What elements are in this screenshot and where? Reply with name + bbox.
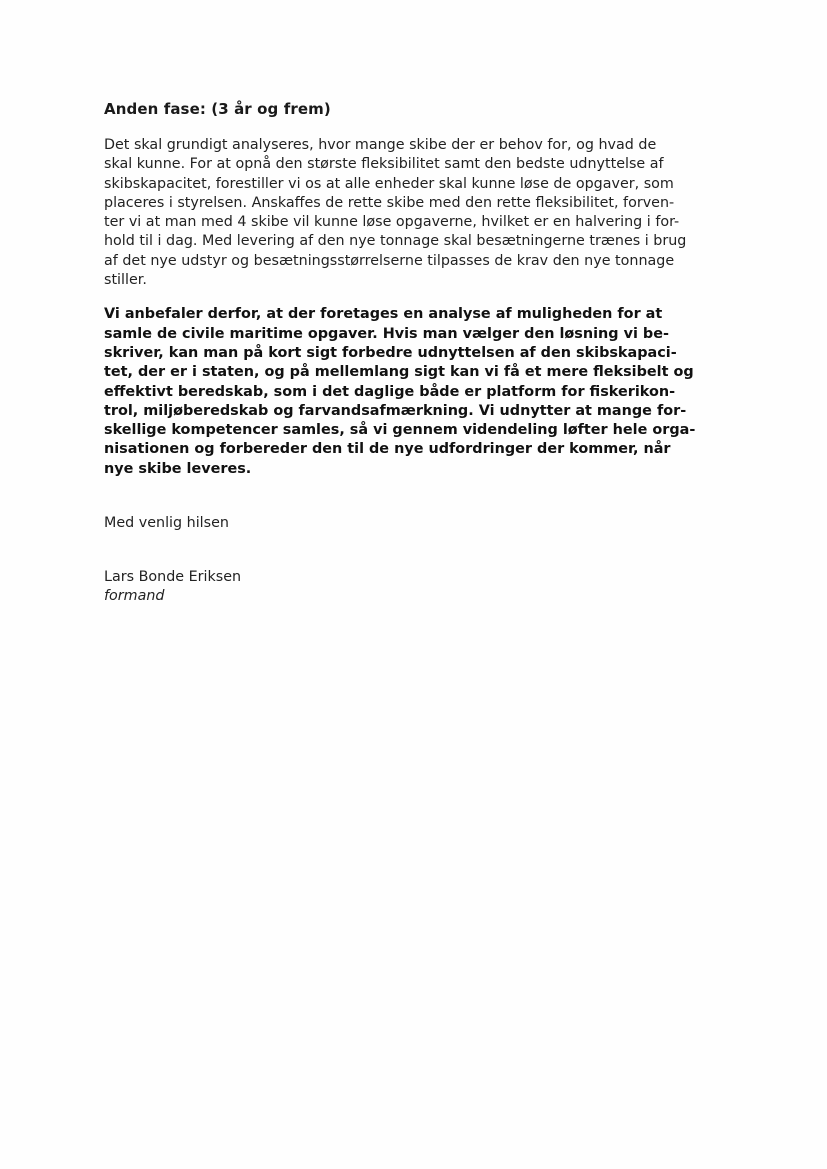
text-line: samle de civile maritime opgaver. Hvis man vælger den løsning vi be- bbox=[104, 325, 669, 342]
text-line: ter vi at man med 4 skibe vil kunne løse opgaverne, hvilket er en halvering i for- bbox=[104, 214, 680, 231]
text-line: skibskapacitet, forestiller vi os at alle enheder skal kunne løse de opgaver, som bbox=[104, 175, 674, 192]
text-line: Det skal grundigt analyseres, hvor mange skibe der er behov for, og hvad de bbox=[104, 137, 657, 153]
text-line: tet, der er i staten, og på mellemlang sigt kan vi få et mere fleksibelt og bbox=[104, 364, 694, 381]
text-line: nye skibe leveres. bbox=[104, 460, 252, 477]
text-line: skal kunne. For at opnå den største fleksibilitet samt den bedste udnyttelse af bbox=[104, 156, 664, 173]
text-line: af det nye udstyr og besætningsstørrelserne tilpasses de krav den nye tonnage bbox=[104, 252, 675, 269]
text-line: skellige kompetencer samles, så vi gennem videndeling løfter hele orga- bbox=[104, 422, 696, 439]
text-line: stiller. bbox=[104, 272, 147, 289]
text-line: Vi anbefaler derfor, at der foretages en analyse af muligheden for at bbox=[104, 306, 663, 323]
text-line: effektivt beredskab, som i det daglige både er platform for fiskerikon- bbox=[104, 383, 676, 400]
text-line: skriver, kan man på kort sigt forbedre udnyttelsen af den skibskapaci- bbox=[104, 344, 677, 361]
letter-body bbox=[104, 100, 734, 605]
signature-title: formand bbox=[104, 588, 165, 605]
text-line: nisationen og forbereder den til de nye udfordringer der kommer, når bbox=[104, 441, 671, 458]
text-line: placeres i styrelsen. Anskaffes de rette skibe med den rette fleksibilitet, forven- bbox=[104, 194, 675, 211]
text-line: hold til i dag. Med levering af den nye tonnage skal besætningerne trænes i brug bbox=[104, 233, 687, 250]
paragraph-recommendation bbox=[104, 305, 734, 479]
section-heading: Anden fase: (3 år og frem) bbox=[104, 100, 331, 118]
paragraph-analysis bbox=[104, 136, 734, 290]
signature-name: Lars Bonde Eriksen bbox=[104, 569, 242, 586]
closing-salutation: Med venlig hilsen bbox=[104, 515, 229, 532]
text-line: trol, miljøberedskab og farvandsafmærkning. Vi udnytter at mange for- bbox=[104, 402, 687, 419]
